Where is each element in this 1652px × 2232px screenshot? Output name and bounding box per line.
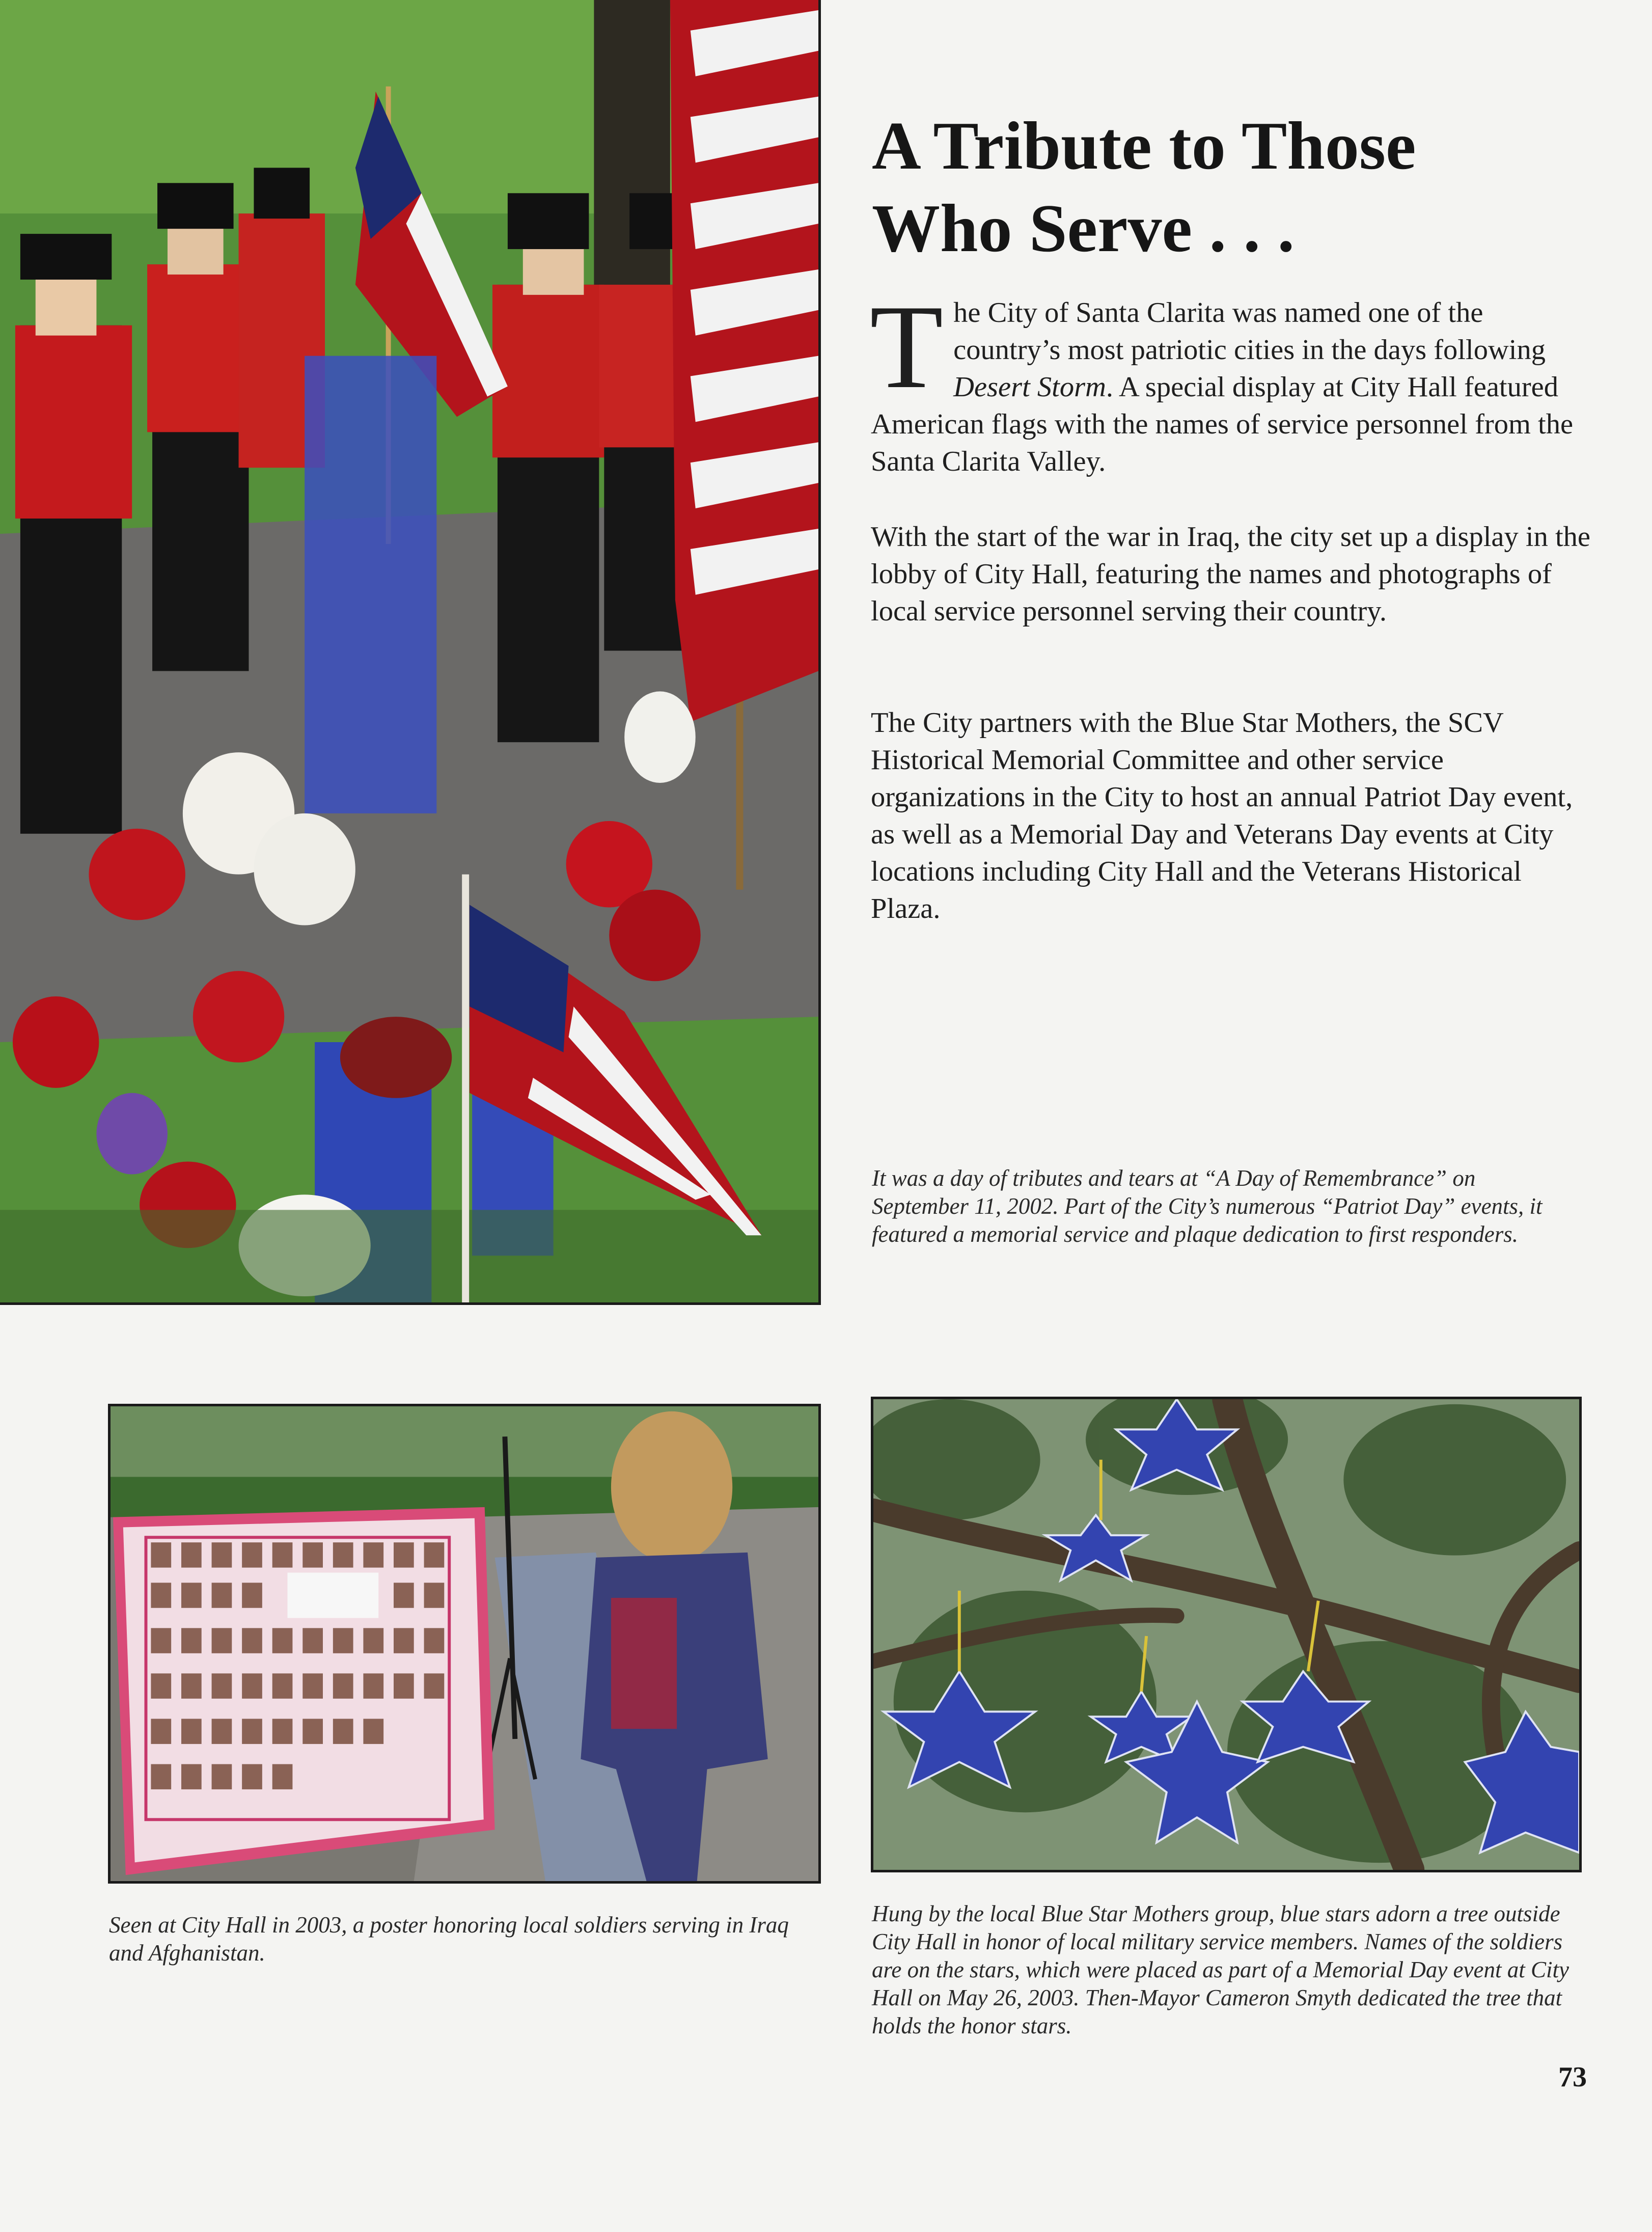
paragraph-1-lead: he City of Santa Clarita was named one of the country’s most patriotic cities in the days following: [953, 297, 1546, 366]
paragraph-1-rest: . A special display at City Hall featured American flags with the names of service personnel from the Santa Clarita Valley.: [871, 371, 1574, 477]
caption-hero-photo: It was a day of tributes and tears at “A Day of Remembrance” on September 11, 2002. Part of the City’s numerous “Patriot Day” events, it featured a memorial service and plaque dedication to first responders.: [872, 1165, 1543, 1247]
paragraph-1: [870, 281, 1594, 480]
blue-stars-tree-photo: [871, 1397, 1582, 1872]
poster-photo-city-hall: [108, 1404, 821, 1884]
drop-cap: T: [870, 281, 944, 414]
caption-blue-stars-photo: Hung by the local Blue Star Mothers group, blue stars adorn a tree outside City Hall in honor of local military service members. Names of the soldiers are on the stars, which were placed as part of a Memorial Day event at City Hall on May 26, 2003. Then-Mayor Cameron Smyth dedicated the tree that holds the honor stars.: [872, 1901, 1569, 2038]
page-number: 73: [1558, 2061, 1587, 2093]
hero-photo-illustration: [0, 0, 818, 1302]
page-title: [872, 104, 1595, 269]
poster-photo-illustration: [111, 1406, 818, 1881]
blue-stars-photo-illustration: [873, 1399, 1579, 1870]
caption-poster-photo: Seen at City Hall in 2003, a poster honoring local soldiers serving in Iraq and Afghanistan.: [109, 1912, 789, 1966]
title-line-2: Who Serve . . .: [872, 190, 1295, 266]
paragraph-2: With the start of the war in Iraq, the city set up a display in the lobby of City Hall, featuring the names and photographs of local service personnel serving their country.: [871, 521, 1590, 627]
title-line-1: A Tribute to Those: [872, 108, 1416, 183]
paragraph-3: The City partners with the Blue Star Mothers, the SCV Historical Memorial Committee and other service organizations in the City to host an annual Patriot Day event, as well as a Memorial Day and Veterans Day events at City locations including City Hall and the Veterans Historical Plaza.: [871, 707, 1573, 924]
poster-board: [113, 1507, 495, 1875]
hero-photo-patriot-day-flowers: [0, 0, 821, 1305]
paragraph-1-italic: Desert Storm: [953, 371, 1106, 403]
